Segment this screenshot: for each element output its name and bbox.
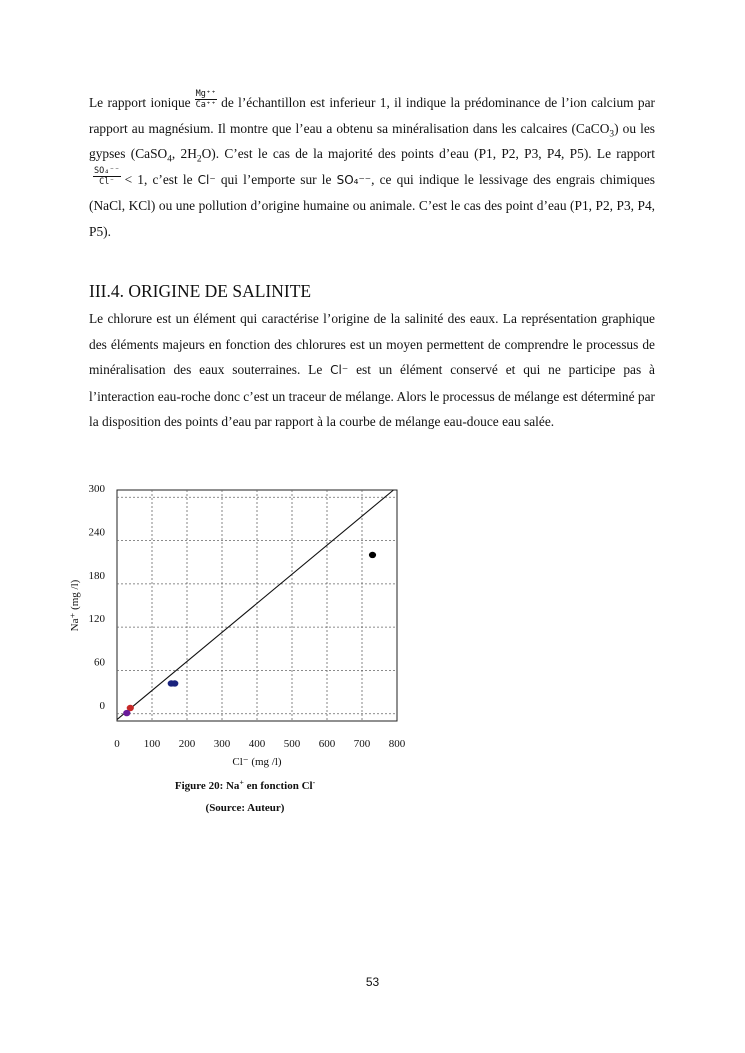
x-tick-label: 600 — [318, 738, 336, 750]
y-tick-label: 60 — [94, 656, 105, 669]
y-tick-label: 120 — [88, 613, 105, 626]
data-point — [171, 680, 178, 686]
paragraph-salinity-origin: Le chlorure est un élément qui caractérise l’origine de la salinité des eaux. La représentation graphique des éléments majeurs en fonction des chlorures est un moyen permettent de comprendre le processus de minéralisation des eaux souterraines. Le Cl⁻ est un élément conservé et qui ne participe pas à l’interaction eau-roche donc c’est un traceur de mélange. Alors le processus de mélange est déterminé par la disposition des points d’eau par rapport à la courbe de mélange eau-douce eau salée. — [89, 311, 655, 430]
y-tick-label: 180 — [88, 569, 105, 582]
data-point — [123, 710, 130, 716]
figure-caption: Figure 20: Na+ en fonction Cl- — [174, 777, 316, 792]
x-tick-label: 0 — [114, 738, 120, 750]
x-axis-label: Cl⁻ (mg /l) — [232, 756, 282, 768]
y-tick-label: 240 — [88, 526, 105, 539]
section-title: III.4. ORIGINE DE SALINITE — [89, 281, 312, 301]
x-tick-label: 400 — [248, 738, 266, 750]
x-tick-label: 200 — [178, 738, 196, 750]
fraction-so4-cl: $\frac{\text{SO₄⁻⁻}}{Cl^-}$ — [94, 166, 120, 188]
y-tick-label: 300 — [88, 483, 105, 496]
figure-source: (Source: Auteur) — [205, 802, 285, 814]
x-tick-label: 300 — [213, 738, 231, 750]
fraction-mg-ca: $\frac{Mg^{++}}{Ca^{++}}$ — [195, 89, 217, 111]
y-axis-label: Na⁺ (mg /l) — [69, 579, 81, 632]
x-tick-label: 500 — [283, 738, 301, 750]
y-tick-label: 0 — [99, 699, 105, 712]
mixing-line — [117, 490, 394, 720]
page-number: 53 — [365, 975, 380, 989]
paragraph-ionic-ratio: Le rapport ionique $\frac{Mg^{++}}{Ca^{++}}$ de l’échantillon est inferieur 1, il indique la prédominance de l’ion calcium par rapport au magnésium. Il montre que l’eau a obtenu sa minéralisation dans les calcaires (CaCO$_3$) ou les gypses (CaSO$_4$, $2H_2O$). C’est le cas de la majorité des points d’eau (P1, P2, P3, P4, P5). Le rapport $\frac{\text{SO₄⁻⁻}}{Cl^-}$ < 1, c’est le Cl⁻ qui l’emporte sur le SO₄⁻⁻, ce qui indique le lessivage des engrais chimiques (NaCl, KCl) ou une pollution d’origine humaine ou animale. C’est le cas des point d’eau (P1, P2, P3, P4, P5). — [89, 89, 655, 239]
x-tick-label: 800 — [388, 738, 406, 750]
na-vs-cl-scatter-chart — [60, 480, 420, 770]
data-point — [369, 552, 376, 558]
x-tick-label: 100 — [143, 738, 161, 750]
x-tick-label: 700 — [353, 738, 371, 750]
